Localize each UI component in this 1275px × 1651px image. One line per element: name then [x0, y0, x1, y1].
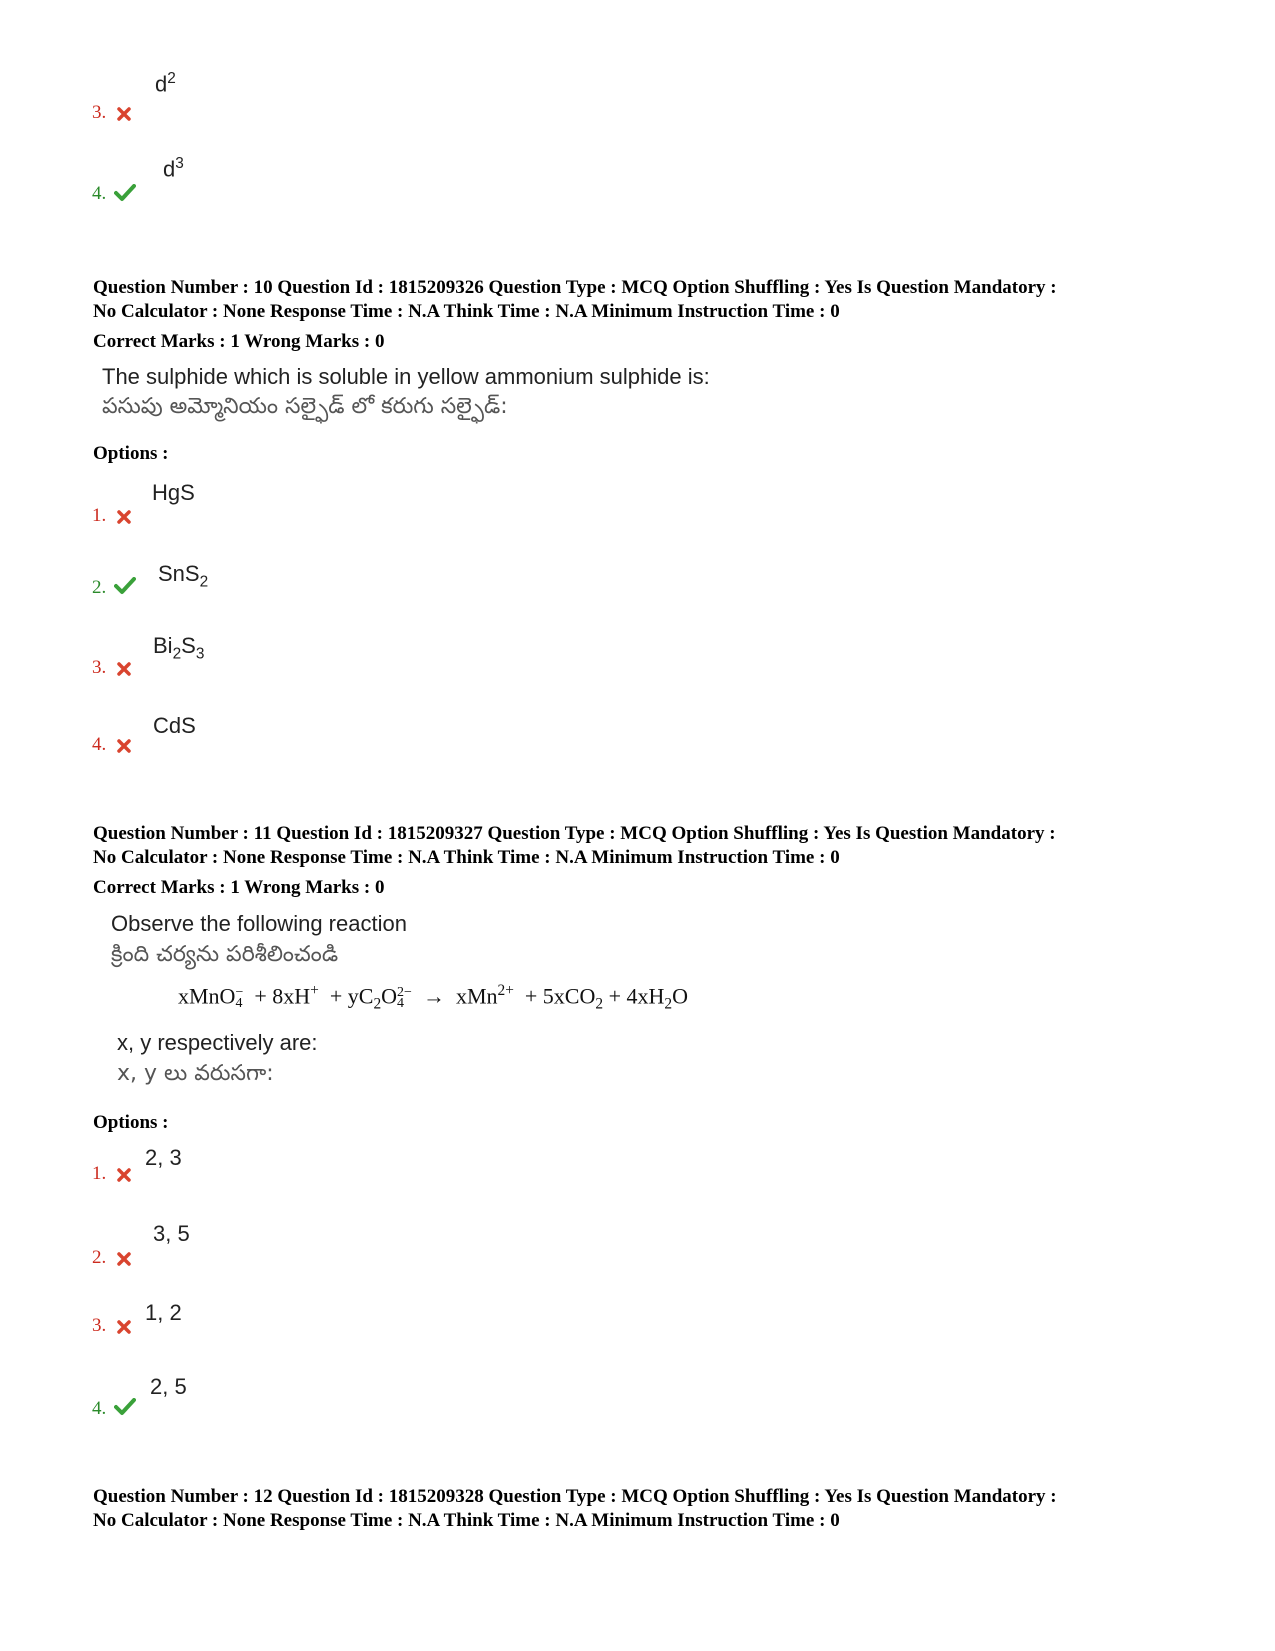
q12-meta-line2: No Calculator : None Response Time : N.A Think Time : N.A Minimum Instruction Time : 0 [93, 1510, 840, 1531]
q10-option-3-text [153, 633, 204, 663]
q11-meta [93, 822, 1213, 870]
q11-question-te: క్రింది చర్యను పరిశీలించండి [111, 942, 339, 967]
q11-question-en-2: x, y respectively are: [117, 1030, 318, 1055]
prev-option-4-text [163, 155, 184, 182]
q10-marks: Correct Marks : 1 Wrong Marks : 0 [93, 331, 385, 352]
option-sup: 2 [167, 70, 176, 87]
cross-icon [116, 1167, 132, 1183]
cross-icon [116, 661, 132, 677]
formula-part: S [181, 633, 196, 658]
q11-marks: Correct Marks : 1 Wrong Marks : 0 [93, 877, 385, 898]
q10-meta-line1: Question Number : 10 Question Id : 1815209326 Question Type : MCQ Option Shuffling : Yes Is Question Mandatory : [93, 277, 1057, 298]
eq-term: + 8xH [254, 983, 311, 1009]
q12-meta [93, 1485, 1213, 1533]
cross-icon [116, 1319, 132, 1335]
eq-term: O [672, 983, 688, 1009]
q11-option-3-number: 3. [92, 1315, 107, 1336]
q11-meta-line2: No Calculator : None Response Time : N.A Think Time : N.A Minimum Instruction Time : 0 [93, 847, 840, 868]
q11-option-3-text: 1, 2 [145, 1300, 182, 1325]
q10-option-4-text: CdS [153, 713, 196, 738]
formula-sub: 3 [195, 645, 205, 663]
q10-option-3-number: 3. [92, 657, 107, 678]
q10-options-label: Options : [93, 443, 169, 464]
eq-sup: 2− [397, 985, 412, 1001]
cross-icon [116, 106, 132, 122]
eq-sub: 2 [373, 995, 382, 1013]
option-base: d [163, 156, 176, 182]
check-icon [114, 184, 136, 202]
formula-sub: 2 [199, 573, 209, 591]
eq-term: + 4xH [608, 983, 665, 1009]
q11-option-4-number: 4. [92, 1398, 107, 1419]
q10-option-4-number: 4. [92, 734, 107, 755]
q11-question-en: Observe the following reaction [111, 911, 407, 936]
q10-question-en: The sulphide which is soluble in yellow ammonium sulphide is: [102, 364, 710, 389]
q11-option-4-text: 2, 5 [150, 1374, 187, 1399]
cross-icon [116, 738, 132, 754]
prev-option-4-number: 4. [92, 183, 107, 204]
q10-meta [93, 276, 1213, 324]
cross-icon [116, 1251, 132, 1267]
eq-sub: 4 [397, 996, 405, 1012]
option-sup: 3 [175, 155, 184, 172]
prev-option-3-text [155, 70, 176, 97]
q11-option-1-text: 2, 3 [145, 1145, 182, 1170]
q10-option-2-text [158, 561, 208, 591]
eq-sub: 2 [664, 995, 673, 1013]
q11-option-1-number: 1. [92, 1163, 107, 1184]
formula-part: Bi [153, 633, 173, 658]
formula-part: SnS [158, 561, 200, 586]
q10-option-1-text: HgS [152, 480, 195, 505]
q11-question-te-2: x, y లు వరుసగా: [117, 1061, 274, 1086]
q11-options-label: Options : [93, 1112, 169, 1133]
eq-term: O [381, 983, 398, 1009]
eq-sup: − [235, 985, 244, 1001]
eq-term: + yC [329, 983, 374, 1009]
q10-meta-line2: No Calculator : None Response Time : N.A Think Time : N.A Minimum Instruction Time : 0 [93, 301, 840, 322]
eq-term: xMn [455, 983, 498, 1009]
formula-sub: 2 [172, 645, 182, 663]
check-icon [114, 1398, 136, 1416]
eq-sub: 2 [595, 995, 604, 1013]
check-icon [114, 577, 136, 595]
eq-sup: 2+ [497, 982, 514, 999]
q11-meta-line1: Question Number : 11 Question Id : 1815209327 Question Type : MCQ Option Shuffling : Yes Is Question Mandatory : [93, 823, 1056, 844]
q11-option-2-text: 3, 5 [153, 1221, 190, 1246]
eq-sup: + [310, 982, 319, 999]
q11-equation [178, 982, 688, 1014]
eq-term: + 5xCO [524, 983, 596, 1009]
eq-term: xMnO [178, 983, 236, 1009]
q11-option-2-number: 2. [92, 1247, 107, 1268]
q10-question-te: పసుపు అమ్మోనియం సల్ఫైడ్ లో కరుగు సల్ఫైడ్: [102, 394, 508, 419]
q10-option-1-number: 1. [92, 505, 107, 526]
q12-meta-line1: Question Number : 12 Question Id : 1815209328 Question Type : MCQ Option Shuffling : Yes Is Question Mandatory : [93, 1486, 1057, 1507]
q10-option-2-number: 2. [92, 577, 107, 598]
option-base: d [155, 71, 168, 97]
eq-arrow: → [422, 983, 445, 1009]
prev-option-3-number: 3. [92, 102, 107, 123]
cross-icon [116, 509, 132, 525]
eq-sub: 4 [235, 996, 243, 1012]
